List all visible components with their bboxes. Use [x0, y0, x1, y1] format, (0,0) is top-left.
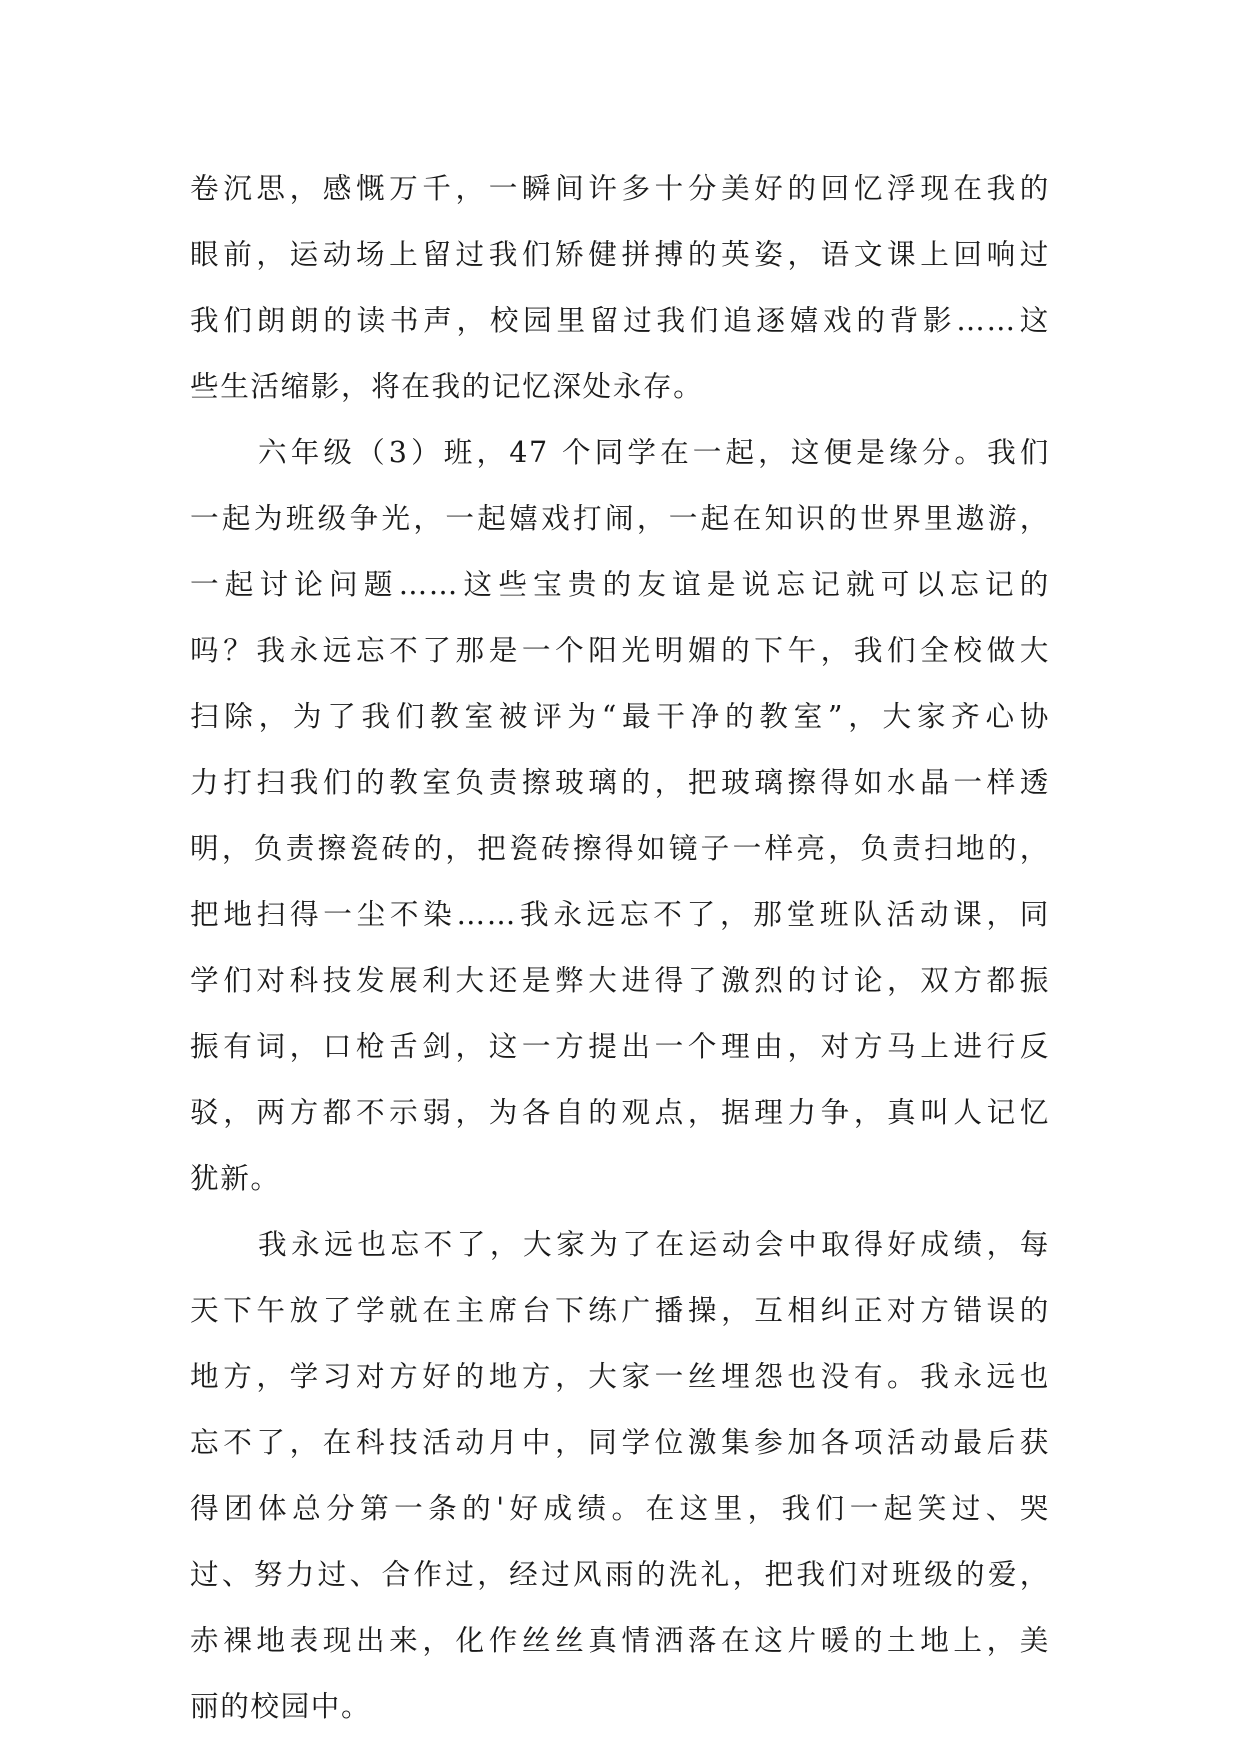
text-line: 赤裸地表现出来，化作丝丝真情洒落在这片暖的土地上，美: [190, 1623, 1050, 1657]
text-line: 扫除，为了我们教室被评为“最干净的教室”，大家齐心协: [190, 699, 1050, 733]
text-line: 吗？我永远忘不了那是一个阳光明媚的下午，我们全校做大: [190, 633, 1050, 667]
text-line: 学们对科技发展利大还是弊大进得了激烈的讨论，双方都振: [190, 963, 1050, 997]
paragraph-1: [190, 155, 1050, 419]
paragraph-2: [190, 419, 1050, 1211]
text-line: 振有词，口枪舌剑，这一方提出一个理由，对方马上进行反: [190, 1029, 1050, 1063]
text-line: 一起为班级争光，一起嬉戏打闹，一起在知识的世界里遨游，: [190, 501, 1050, 535]
text-line: 过、努力过、合作过，经过风雨的洗礼，把我们对班级的爱，: [190, 1557, 1050, 1591]
text-line: 六年级（3）班，47 个同学在一起，这便是缘分。我们: [258, 435, 1050, 469]
text-line: 一起讨论问题……这些宝贵的友谊是说忘记就可以忘记的: [190, 567, 1050, 601]
document-body: [190, 155, 1050, 1739]
text-line: 我们朗朗的读书声，校园里留过我们追逐嬉戏的背影……这: [190, 303, 1050, 337]
text-line: 力打扫我们的教室负责擦玻璃的，把玻璃擦得如水晶一样透: [190, 765, 1050, 799]
text-line: 明，负责擦瓷砖的，把瓷砖擦得如镜子一样亮，负责扫地的，: [190, 831, 1050, 865]
text-line: 把地扫得一尘不染……我永远忘不了，那堂班队活动课，同: [190, 897, 1050, 931]
paragraph-3: [190, 1211, 1050, 1739]
text-line: 眼前，运动场上留过我们矫健拼搏的英姿，语文课上回响过: [190, 237, 1050, 271]
text-line: 些生活缩影，将在我的记忆深处永存。: [190, 369, 704, 403]
text-line: 忘不了，在科技活动月中，同学位激集参加各项活动最后获: [190, 1425, 1050, 1459]
text-line: 丽的校园中。: [190, 1689, 372, 1723]
text-line: 我永远也忘不了，大家为了在运动会中取得好成绩，每: [258, 1227, 1050, 1261]
text-line: 天下午放了学就在主席台下练广播操，互相纠正对方错误的: [190, 1293, 1050, 1327]
text-line: 地方，学习对方好的地方，大家一丝埋怨也没有。我永远也: [190, 1359, 1050, 1393]
text-line: 卷沉思，感慨万千，一瞬间许多十分美好的回忆浮现在我的: [190, 171, 1050, 205]
text-line: 得团体总分第一条的'好成绩。在这里，我们一起笑过、哭: [190, 1491, 1050, 1525]
text-line: 驳，两方都不示弱，为各自的观点，据理力争，真叫人记忆: [190, 1095, 1050, 1129]
text-line: 犹新。: [190, 1161, 281, 1195]
